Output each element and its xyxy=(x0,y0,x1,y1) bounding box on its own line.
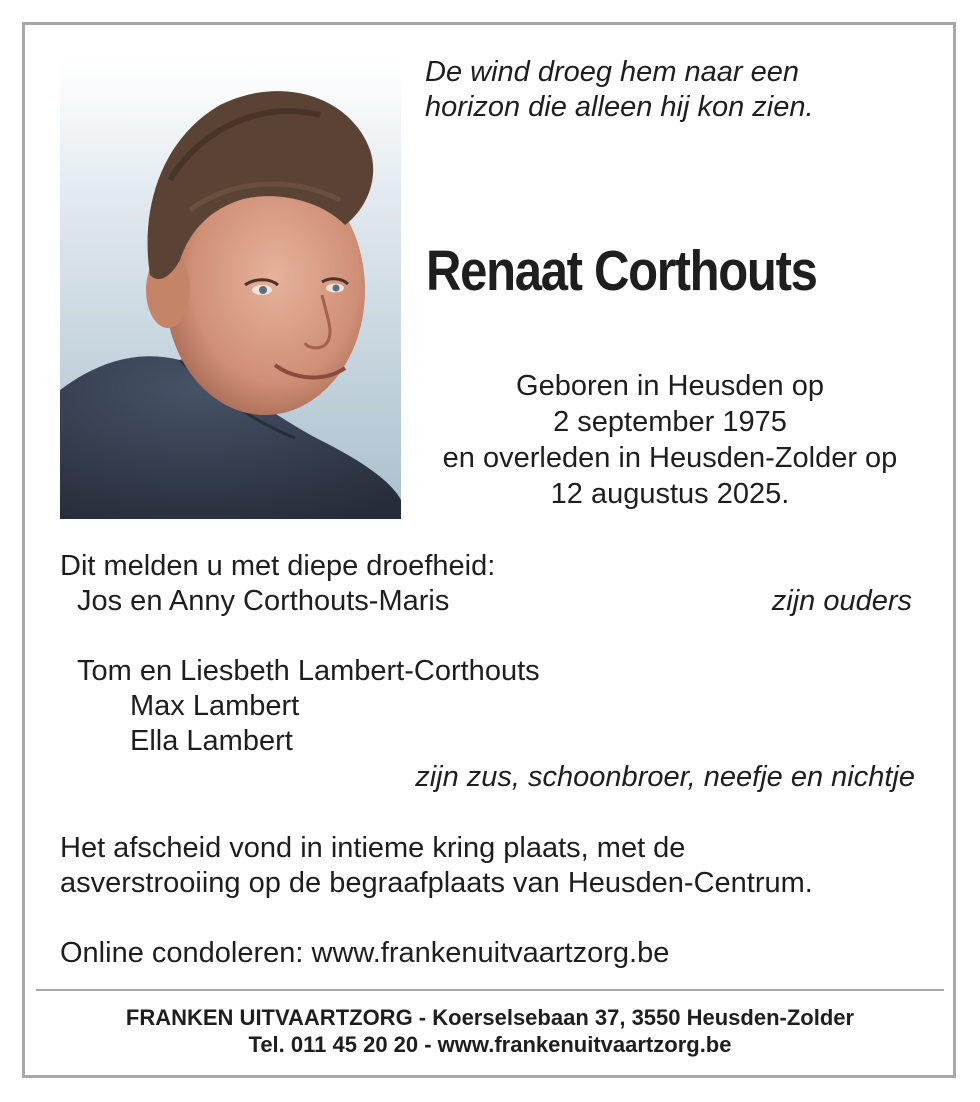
announcement-intro: Dit melden u met diepe droefheid: xyxy=(60,550,496,582)
family-child: Ella Lambert xyxy=(130,725,293,757)
family-child: Max Lambert xyxy=(130,690,300,722)
footer-contact: Tel. 011 45 20 20 - www.frankenuitvaartzorg.be xyxy=(248,1032,732,1057)
farewell-line: asverstrooiing op de begraafplaats van Heusden-Centrum. xyxy=(60,867,813,899)
date-line: Geboren in Heusden op xyxy=(516,370,824,402)
family-sister: Tom en Liesbeth Lambert-Corthouts xyxy=(77,655,540,687)
online-condolence: Online condoleren: www.frankenuitvaartzorg.be xyxy=(60,937,670,969)
poem-quote xyxy=(425,55,925,125)
poem-line: horizon die alleen hij kon zien. xyxy=(425,91,814,123)
footer-divider xyxy=(36,989,944,991)
farewell-line: Het afscheid vond in intieme kring plaats, met de xyxy=(60,832,686,864)
date-line: 2 september 1975 xyxy=(553,406,787,438)
poem-line: De wind droeg hem naar een xyxy=(425,56,800,88)
deceased-name: Renaat Corthouts xyxy=(426,239,817,303)
funeral-home-footer xyxy=(30,1004,950,1058)
portrait-photo xyxy=(60,60,401,519)
date-line: 12 augustus 2025. xyxy=(550,478,790,510)
relation-sister: zijn zus, schoonbroer, neefje en nichtje xyxy=(415,761,915,793)
family-parents: Jos en Anny Corthouts-Maris xyxy=(77,585,450,617)
birth-death-dates xyxy=(415,368,925,512)
relation-parents: zijn ouders xyxy=(771,585,912,617)
date-line: en overleden in Heusden-Zolder op xyxy=(442,442,898,474)
footer-address: FRANKEN UITVAARTZORG - Koerselsebaan 37, 3550 Heusden-Zolder xyxy=(125,1005,855,1030)
